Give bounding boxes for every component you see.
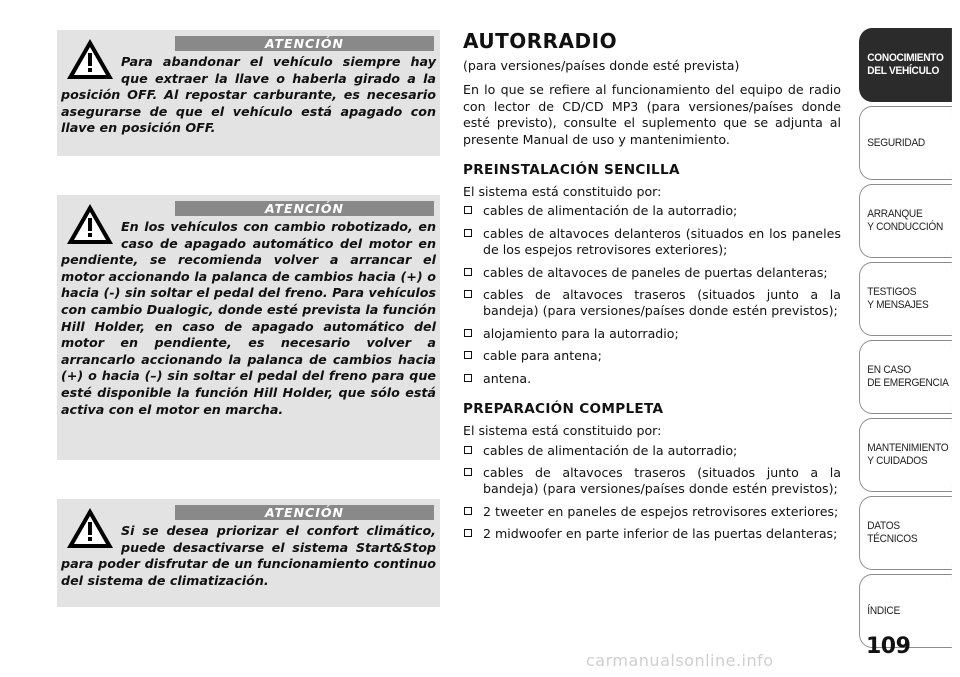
section-heading-preinstalacion: PREINSTALACIÓN SENCILLA — [463, 162, 680, 179]
tab-datos-tecnicos[interactable]: DATOS TÉCNICOS — [859, 496, 952, 570]
list-item: cables de altavoces delanteros (situados en los paneles de los espejos retrovisores exteriores); — [463, 226, 841, 259]
tab-testigos[interactable]: TESTIGOS Y MENSAJES — [859, 262, 952, 336]
tab-mantenimiento[interactable]: MANTENIMIENTO Y CUIDADOS — [859, 418, 952, 492]
component-list-1 — [463, 203, 841, 387]
section-heading-preparacion: PREPARACIÓN COMPLETA — [463, 401, 664, 418]
tab-seguridad[interactable]: SEGURIDAD — [859, 106, 952, 180]
checkbox-bullet-icon — [464, 351, 472, 359]
list-item: cables de altavoces traseros (situados junto a la bandeja) (para versiones/países donde estén previstos); — [463, 287, 841, 320]
warning-text: En los vehículos con cambio robotizado, en caso de apagado automático del motor en pendiente, se recomienda volver a arrancar el motor accionando la palanca de cambios hacia (+) o hacia (-) sin soltar el pedal del freno. Para vehículos con cambio Dualogic, donde esté prevista la función Hill Holder, en caso de apagado automático del motor en pendiente, es necesario volver a arrancarlo accionando la palanca de cambios hacia (+) o hacia (–) sin soltar el pedal del freno para que esté disponible la función Hill Holder, que sólo está activa con el motor en marcha. — [61, 219, 436, 417]
list-item: antena. — [463, 371, 841, 387]
tab-emergencia[interactable]: EN CASO DE EMERGENCIA — [859, 340, 952, 414]
warning-text: Si se desea priorizar el confort climático, puede desactivarse el sistema Start&Stop para poder disfrutar de un funcionamiento continuo del sistema de climatización. — [61, 523, 436, 588]
list-item: cables de altavoces de paneles de puertas delanteras; — [463, 265, 841, 281]
warning-box-3 — [57, 499, 440, 607]
list-item: cables de altavoces traseros (situados junto a la bandeja) (para versiones/países donde estén previstos); — [463, 465, 841, 498]
section-lead: El sistema está constituido por: — [463, 423, 662, 439]
list-item: 2 midwoofer en parte inferior de las puertas delanteras; — [463, 526, 841, 542]
page-number: 109 — [866, 634, 911, 659]
tab-conocimiento[interactable]: CONOCIMIENTO DEL VEHÍCULO — [859, 28, 952, 102]
section-lead: El sistema está constituido por: — [463, 184, 662, 200]
list-item: 2 tweeter en paneles de espejos retrovisores exteriores; — [463, 504, 841, 520]
checkbox-bullet-icon — [464, 268, 472, 276]
intro-paragraph: En lo que se refiere al funcionamiento del equipo de radio con lector de CD/CD MP3 (para versiones/países donde esté previsto), consulte el suplemento que se adjunta al presente Manual de uso y mantenimiento. — [463, 82, 841, 147]
warning-label: ATENCIÓN — [175, 505, 434, 520]
warning-box-1 — [57, 30, 440, 156]
checkbox-bullet-icon — [464, 329, 472, 337]
checkbox-bullet-icon — [464, 206, 472, 214]
component-list-2 — [463, 443, 841, 543]
warning-label: ATENCIÓN — [175, 36, 434, 51]
warning-text: Para abandonar el vehículo siempre hay que extraer la llave o haberla girado a la posición OFF. Al repostar carburante, es necesario asegurarse de que el vehículo está apagado con llave en posición OFF. — [61, 54, 436, 136]
warning-box-2 — [57, 195, 440, 460]
list-item: cable para antena; — [463, 348, 841, 364]
page-subtitle: (para versiones/países donde esté prevista) — [463, 58, 740, 73]
list-item: cables de alimentación de la autorradio; — [463, 443, 841, 459]
checkbox-bullet-icon — [464, 529, 472, 537]
page-title: AUTORRADIO — [463, 29, 618, 53]
list-item: cables de alimentación de la autorradio; — [463, 203, 841, 219]
list-item: alojamiento para la autorradio; — [463, 326, 841, 342]
tab-arranque[interactable]: ARRANQUE Y CONDUCCIÓN — [859, 184, 952, 258]
checkbox-bullet-icon — [464, 374, 472, 382]
checkbox-bullet-icon — [464, 507, 472, 515]
watermark: carmanualsonline.info — [586, 651, 774, 670]
checkbox-bullet-icon — [464, 446, 472, 454]
checkbox-bullet-icon — [464, 290, 472, 298]
warning-label: ATENCIÓN — [175, 201, 434, 216]
checkbox-bullet-icon — [464, 229, 472, 237]
tab-indice[interactable]: ÍNDICE — [859, 574, 952, 648]
checkbox-bullet-icon — [464, 468, 472, 476]
main-content — [463, 28, 841, 549]
